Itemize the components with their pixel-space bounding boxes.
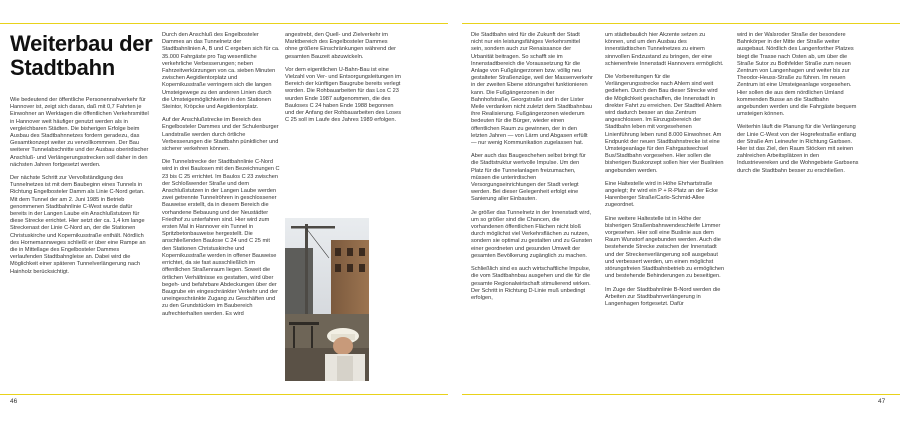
paragraph: Wie bedeutend der öffentliche Personennahverkehr für Hannover ist, zeigt sich daran, daß mit 0,7 Fahrten je Einwohner an Werktagen die öffentlichen Verkehrsmittel in Hannover weit häufiger genutzt werden als in vergleichbaren Städten. Die bisherigen Erfolge beim Ausbau des Stadtbahnnetzes fordern geradezu, das Gesamtkonzept weiter zu vervollkommnen. Der Bau weiterer Tunnelabschnitte und der Ausbau oberirdischer Anschluß- und Verlängerungsstrecken soll daher in den nächsten Jahren fortgesetzt werden. — [10, 97, 149, 168]
top-rule-right — [462, 23, 900, 24]
right-column-1 — [471, 32, 593, 308]
paragraph: Eine Haltestelle wird in Höhe Ehrhartstraße angelegt; ihr wird ein P + R-Platz an der Ecke Harenberger Straße/Carlo-Schmid-Allee zugeordnet. — [605, 180, 718, 209]
paragraph: Weiterhin läuft die Planung für die Verlängerung der Linie C-West von der Hogrefestraße entlang der Straße Am Leineufer in Richtung Garbsen. Hier ist das Ziel, den Raum Stöcken mit seinen zahlreichen Arbeitsplätzen in den Industrievereken und die Wohngebiete Garbsens durch die Stadtbahn besser zu erschließen. — [737, 124, 859, 174]
paragraph: Die Vorbereitungen für die Verlängerungsstrecke nach Ahlem sind weit gediehen. Durch den Bau dieser Strecke wird die Möglichkeit geschaffen, die Innenstadt in direkter Fahrt zu erreichen. Der Stadtteil Ahlem wird dadurch besser an das Zentrum angeschlossen. Im Einzugsbereich der Stadtbahn leben mit vorgesehenen Linienführung leben rund 8.000 Einwohner. Am Endpunkt der neuen Stadtbahnstrecke ist eine Umsteigeanlage für den Fahrgastwechsel Bus/Stadtbahn vorgesehen. Hier sollen die bisherigen Buskonzept sollen hier vier Buslinien angebunden werden. — [605, 74, 724, 174]
left-column-2 — [162, 32, 280, 324]
left-column-1 — [10, 97, 150, 282]
paragraph: Schließlich sind es auch wirtschaftliche Impulse, die vom Stadtbahnbau ausgehen und die für die gesamte Regionalwirtschaft stimulierend wirken. Der Schritt in Richtung D-Linie muß unbedingt erfolgen, — [471, 266, 591, 301]
article-headline: Weiterbau der Stadtbahn — [10, 31, 153, 80]
paragraph: Vor dem eigentlichen U-Bahn-Bau ist eine Vielzahl von Ver- und Entsorgungsleitungen im Bereich der künftigen Baugrube bereits verlegt worden. Die Rohbauarbeiten für das Los C 23 wurden Ende 1987 aufgenommen, die des Bauloses C 24 haben Ende 1988 begonnen und der Anfang der Rohbauarbeiten des Loses C 25 soll im Laufe des Jahres 1989 erfolgen. — [285, 66, 402, 124]
paragraph: Eine weitere Haltestelle ist in Höhe der bisherigen Straßenbahnwendeschleife Limmer vorgesehen. Hier soll eine Buslinie aus dem Raum Wunstorf angebunden werden. Auch die bestehende Strecke zwischen der Innenstadt und der Streckenverlängerung soll ausgebaut und verbessert werden, um einen möglichst störungsfreien Stadtbahnbetrieb zu ermöglichen und bestehende Behinderungen zu beseitigen. — [605, 215, 725, 280]
left-column-3 — [285, 32, 401, 130]
page-number-left: 46 — [10, 398, 18, 405]
paragraph: angestrebt, den Quell- und Zielverkehr im Marktbereich des Engelbosteler Dammes ohne größere Einschränkungen während der gesamten Bauzeit abzuwickeln. — [285, 32, 397, 60]
construction-site-photo — [285, 218, 369, 381]
paragraph: wird in der Walsroder Straße der besondere Bahnkörper in der Mitte der Straße weiter ausgebaut. Nördlich des Langenforther Platzes biegt die Trasse nach Osten ab, um über die Straße Sutor zu Bothfelder Straße zum neuen Zentrum von Langenhagen und weiter bis zur Theodor-Heuss-Straße zu führen. Im neuen Zentrum ist eine Umsteigeanlage vorgesehen. Hier sollen die aus dem nördlichen Umland kommenden Busse an die Stadtbahn angebunden werden und die Fahrgäste bequem umsteigen können. — [737, 32, 857, 118]
paragraph: um städtebaulich hier Akzente setzen zu können, und um den Ausbau des innerstädtischen Tunnelnetzes zu einem sinnvollen Endzustand zu bringen, der eine schienenfreie Innenstadt Hannovers ermöglicht. — [605, 32, 724, 67]
paragraph: Auf der Anschlußstrecke im Bereich des Engelbosteler Dammes und der Schulenburger Landstraße werden durch örtliche Verbesserungen die Stadtbahn pünktlicher und sicherer verkehren können. — [162, 117, 279, 153]
page-number-right: 47 — [878, 398, 886, 405]
right-column-3 — [737, 32, 859, 181]
paragraph: Der nächste Schritt zur Vervollständigung des Tunnelnetzes ist mit dem Baubeginn eines Tunnels in Richtung Engelbosteler Damm als Linie C-Nord getan. Mit dem Tunnel der am 2. Juni 1985 in Betrieb genommenen Stadtbahnlinie C-West wurde dafür bereits in der Langen Laube ein Anschlußstutzen für diese Strecke errichtet. Hier setzt der ca. 1,4 km lange Streckenast der Linie C-Nord an, der die Stationen Christuskirche und Kopernikusstraße enthält. Nördlich des Hornemannweges schließt er über eine Rampe an die in Mittellage des Engelbosteler Dammes verlaufenden Stadtbahngleise an. Dabei wird die Möglichkeit einer späteren Tunnelverlängerung nach Hainholz berücksichtigt. — [10, 175, 146, 275]
paragraph: Die Tunnelstrecke der Stadtbahnlinie C-Nord wird in drei Baulosen mit den Bezeichnungen C 23 bis C 25 errichtet. Im Baulos C 23 zwischen der Schloßwender Straße und dem Anschlußstutzen in der Langen Laube werden zwei getrennte Tunnelröhren in geschlossener Bauweise erstellt, da in diesem Bereich die vorhandene Bebauung und der Neustädter Friedhof zu unterfahren sind. Hier wird zum ersten Mal in Hannover ein Tunnel in Spritzbetonbauweise hergestellt. Die anschließenden Baulose C 24 und C 25 mit den Stationen Christuskirche und Kopernikusstraße werden in offener Bauweise errichtet, da sie fast ausschließlich im öffentlichen Straßenraum liegen. Soweit die örtlichen Verhältnisse es gestatten, wird über begeh- und befahrbare Abdeckungen über der Baugrube ein eingeschränkter Verkehr und der uneingeschränkte Zugang zu Geschäften und zu den Grundstücken im Baubereich aufrechterhalten werden. Es wird — [162, 159, 280, 317]
bottom-rule-left — [0, 394, 448, 395]
paragraph: Die Stadtbahn wird für die Zukunft der Stadt nicht nur ein leistungsfähiges Verkehrsmittel sein, sondern auch zur Renaissance der Urbanität beitragen. So schafft sie im Innenstadtbereich die Voraussetzung für die Anlage von Fußgängerzonen bzw. völlig neu gestalteter Straßenzüge, weil der Massenverkehr in der zweiten Ebene störungsfrei funktionieren kann. Die Fußgängerzonen in der Bahnhofstraße, Georgstraße und in der Lister Meile verdanken nicht zuletzt dem Stadtbahnbau ihre Realisierung. Fußgängerzonen wiederum bedeuten für die Bürger, wieder einen öffentlichen Raum zu gewinnen, der in den letzten Jahren — von Lärm und Abgasen erfüllt — nur wenig Kommunikation zugelassen hat. — [471, 32, 593, 147]
paragraph: Aber auch das Baugeschehen selbst bringt für die Stadtstruktur wertvolle Impulse. Um den Platz für die Tunnelanlagen freizumachen, müssen die unterirdischen Versorgungseinrichtungen der Stadt verlegt werden. Bei dieser Gelegenheit erfolgt eine Sanierung aller Einbauten. — [471, 153, 586, 203]
right-column-2 — [605, 32, 725, 314]
paragraph: Je größer das Tunnelnetz in der Innenstadt wird, um so größer sind die Chancen, die vorhandenen öffentlichen Flächen nicht bloß durch möglichst viel Verkehrsflächen zu nutzen, sondern sie optimal zu gestalten und zu Gunsten einer geordneten und gesunden Umwelt der gesamten Bevölkerung zugänglich zu machen. — [471, 209, 593, 259]
paragraph: Im Zuge der Stadtbahnlinie B-Nord werden die Arbeiten zur Stadtbahnverlängerung in Langenhagen fortgesetzt. Dafür — [605, 286, 721, 307]
paragraph: Durch den Anschluß des Engelbosteler Dammes an das Tunnelnetz der Stadtbahnlinien A, B und C ergeben sich für ca. 35.000 Fahrgäste pro Tag wesentliche verkehrliche Verbesserungen; neben Fahrzeitverkürzungen von ca. sieben Minuten zwischen Aegidientorplatz und Kopernikusstraße verringern sich die langen Umsteigewege zu den anderen Linien durch die Umsteigemöglichkeiten in den Stationen Steintor, Kröpcke und Aegidientorplatz. — [162, 32, 280, 111]
top-rule-left — [0, 23, 448, 24]
bottom-rule-right — [462, 394, 900, 395]
